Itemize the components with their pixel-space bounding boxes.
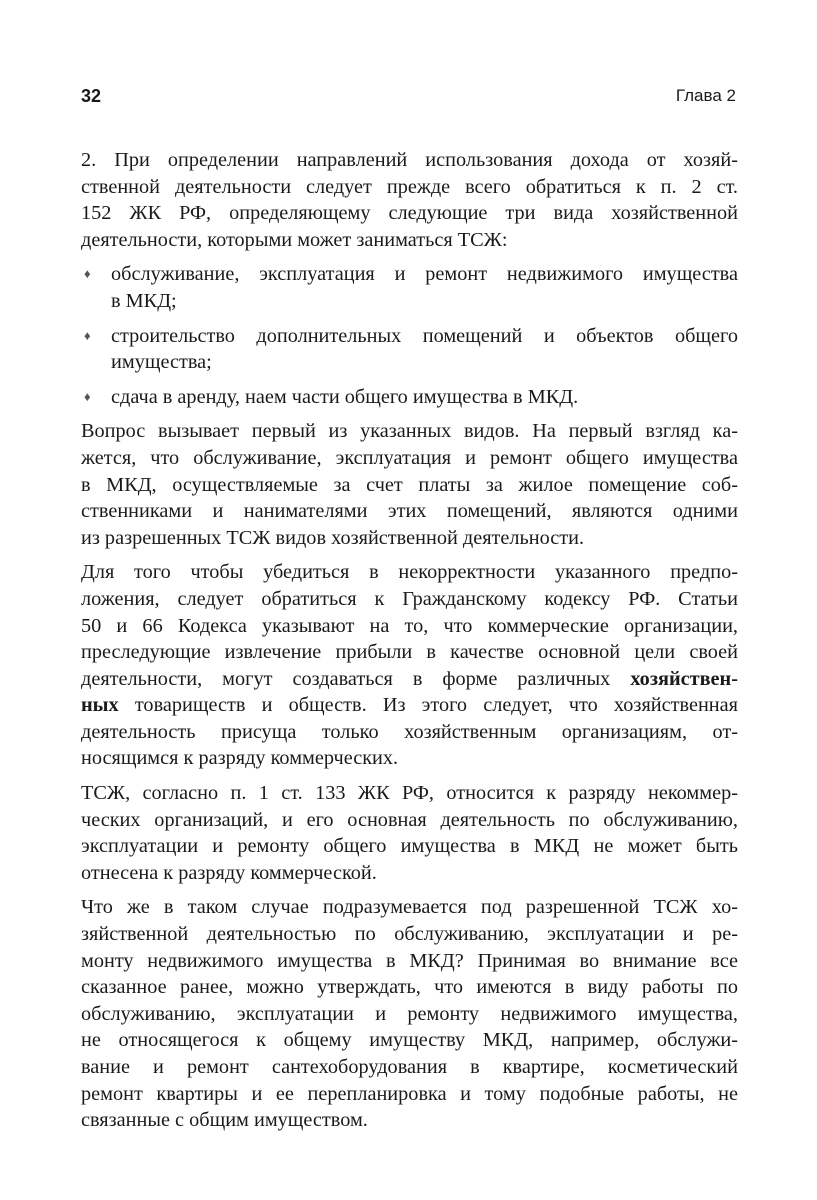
diamond-bullet-icon: ♦ (84, 388, 91, 404)
chapter-title: Глава 2 (675, 86, 736, 105)
text-line: ственниками и нанимателями этих помещений, являются одними (81, 500, 738, 523)
paragraph-1 (81, 147, 738, 253)
text-line: связанные с общим имуществом. (81, 1109, 368, 1132)
text-line: в МКД; (111, 289, 177, 312)
text-line: отнесена к разряду коммерческой. (81, 861, 377, 884)
text-line: из разрешенных ТСЖ видов хозяйственной деятельности. (81, 526, 585, 549)
text-run: деятельности, могут создаваться в форме различных (81, 667, 631, 690)
diamond-bullet-icon: ♦ (84, 327, 91, 343)
text-line: ложения, следует обратиться к Гражданскому кодексу РФ. Статьи (81, 587, 738, 610)
diamond-bullet-icon: ♦ (84, 266, 91, 282)
paragraph-3 (81, 559, 738, 772)
text-line: монту недвижимого имущества в МКД? Принимая во внимание все (81, 949, 738, 972)
text-line: носящимся к разряду коммерческих. (81, 747, 399, 770)
text-line (81, 692, 738, 719)
bullet-item (81, 323, 738, 376)
text-run: товариществ и обществ. Из этого следует, что хозяйственная (118, 694, 738, 717)
running-header (81, 86, 736, 110)
body-text (81, 147, 738, 1134)
text-line: ТСЖ, согласно п. 1 ст. 133 ЖК РФ, относится к разряду некоммер- (81, 782, 738, 805)
text-line: деятельность присуща только хозяйственным организациям, от- (81, 720, 738, 743)
text-line: в МКД, осуществляемые за счет платы за жилое помещение соб- (81, 473, 738, 496)
text-line (81, 666, 738, 693)
bold-term: хозяйствен- (630, 667, 738, 690)
text-line: 152 ЖК РФ, определяющему следующие три вида хозяйственной (81, 202, 738, 225)
text-line: сдача в аренду, наем части общего имущества в МКД. (111, 385, 579, 408)
text-line: ремонт квартиры и ее перепланировка и тому подобные работы, не (81, 1082, 738, 1105)
page-number: 32 (81, 86, 102, 106)
paragraph-5 (81, 894, 738, 1133)
text-line: вание и ремонт сантехоборудования в квартире, косметический (81, 1056, 738, 1078)
text-line: Вопрос вызывает первый из указанных видов. На первый взгляд ка- (81, 420, 738, 443)
text-line: 50 и 66 Кодекса указывают на то, что коммерческие организации, (81, 614, 738, 637)
text-line: обслуживанию, эксплуатации и ремонту недвижимого имущества, (81, 1002, 738, 1025)
paragraph-2 (81, 418, 738, 551)
text-line: жется, что обслуживание, эксплуатация и ремонт общего имущества (81, 446, 738, 469)
bullet-item (81, 261, 738, 314)
text-line: сказанное ранее, можно утверждать, что имеются в виду работы по (81, 976, 738, 999)
bold-term: ных (81, 694, 119, 717)
text-line: имущества; (111, 351, 212, 374)
text-line: Что же в таком случае подразумевается под разрешенной ТСЖ хо- (81, 896, 738, 919)
text-line: ческих организаций, и его основная деятельность по обслуживанию, (81, 808, 738, 831)
text-line: зяйственной деятельностью по обслуживанию, эксплуатации и ре- (81, 923, 738, 946)
text-line: обслуживание, эксплуатация и ремонт недвижимого имущества (111, 263, 738, 286)
bullet-item (81, 384, 738, 411)
text-line: строительство дополнительных помещений и объектов общего (111, 324, 738, 347)
text-line: Для того чтобы убедиться в некорректности указанного предпо- (81, 561, 738, 584)
text-line: 2. При определении направлений использования дохода от хозяй- (81, 149, 738, 171)
text-line: эксплуатации и ремонту общего имущества в МКД не может быть (81, 835, 738, 858)
text-line: преследующие извлечение прибыли в качестве основной цели своей (81, 641, 738, 664)
text-line: не относящегося к общему имуществу МКД, например, обслужи- (81, 1029, 738, 1052)
text-line: ственной деятельности следует прежде всего обратиться к п. 2 ст. (81, 175, 738, 198)
paragraph-4 (81, 780, 738, 886)
text-line: деятельности, которыми может заниматься ТСЖ: (81, 228, 508, 251)
